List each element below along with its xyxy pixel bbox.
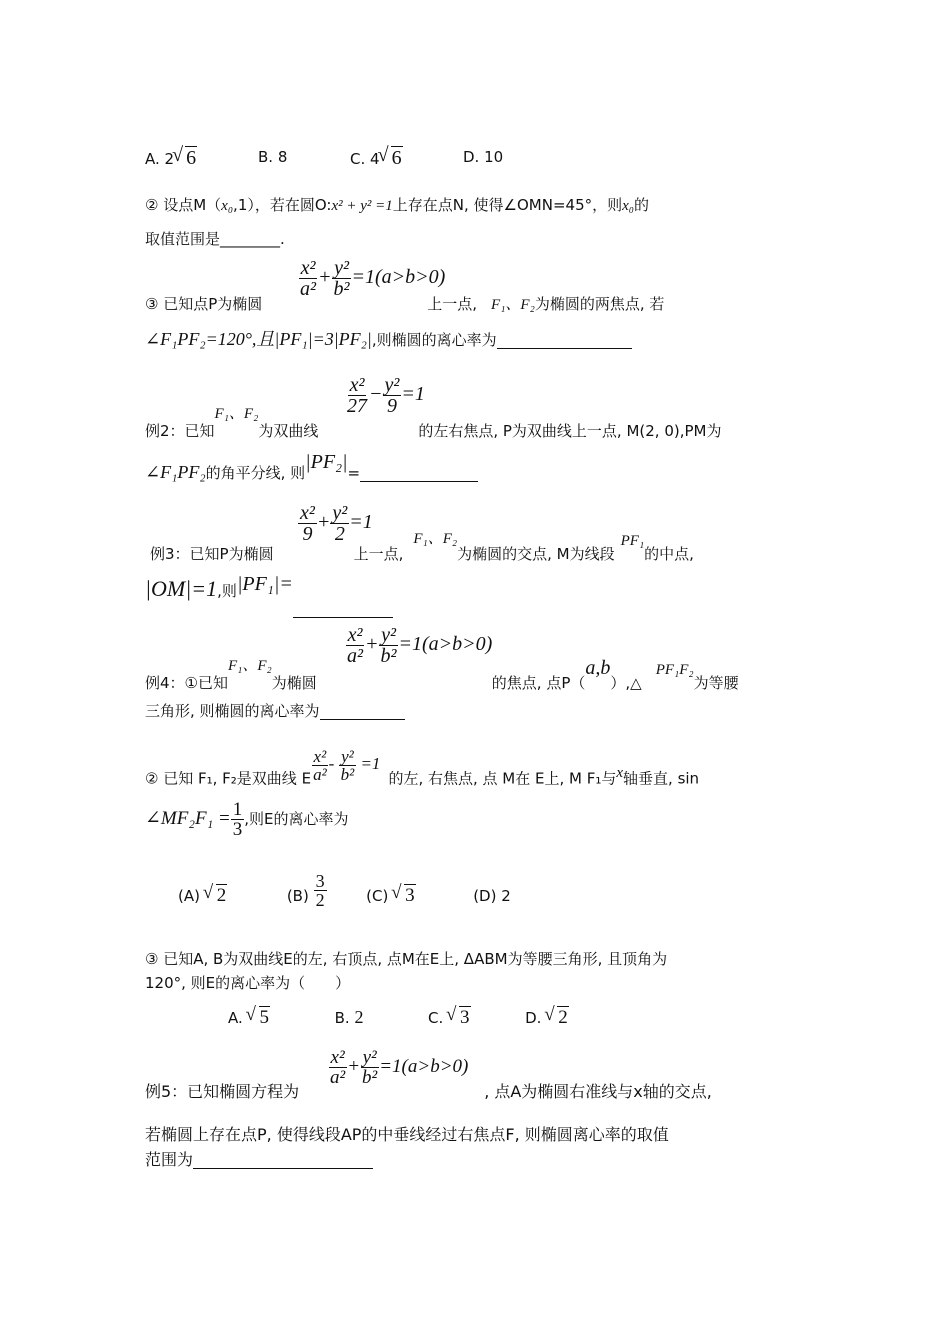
option-a: A. 2√ 6 bbox=[145, 148, 197, 168]
example-5-line2: 若椭圆上存在点P, 使得线段AP的中垂线经过右焦点F, 则椭圆离心率的取值 bbox=[145, 1125, 669, 1144]
example-3: 例3：已知P为椭圆 上一点,F₁、F₂为椭圆的交点, M为线段PF₁的中点, bbox=[150, 531, 694, 563]
problem-3: ③ 已知点P为椭圆 上一点, F₁、F₂为椭圆的两焦点, 若 bbox=[145, 295, 665, 313]
example-5: 例5：已知椭圆方程为 , 点A为椭圆右准线与x轴的交点, bbox=[145, 1082, 712, 1101]
example-4-line2: 三角形, 则椭圆的离心率为 bbox=[145, 704, 405, 720]
example-4c: ③ 已知A, B为双曲线E的左, 右顶点, 点M在E上, ΔABM为等腰三角形, 且顶角为 bbox=[145, 950, 668, 968]
ellipse-eq-ex5: $\frac{\text{x²}}{\text{a²}}$ + $\frac{\text{y²}}{\text{b²}}$ =1(a>b>0) bbox=[330, 1047, 469, 1088]
option-b: B. 8 bbox=[258, 148, 288, 166]
problem-3-line2: ∠F₁PF₂=120°,且|PF₁|=3|PF₂|,则椭圆的离心率为 bbox=[145, 330, 632, 349]
example-4b-line2: ∠MF₂F₁ = $\frac{1}{3}$ ,则E的离心率为 bbox=[145, 799, 349, 840]
example-3-line2: |OM|=1,则|PF₁|= bbox=[145, 578, 393, 600]
example-5-line3: 范围为 bbox=[145, 1152, 373, 1169]
example-4b: ② 已知 F₁, F₂是双曲线 E $\frac{\text{x²}}{\text{a²}}$ - $\frac{\text{y²}}{\text{b²}}$ =1的左, 右焦点, 点 M在 E上, M F₁与x轴垂直, sin bbox=[145, 747, 700, 788]
problem-2: ② 设点M（x₀,1），若在圆O:x² + y² =1上存在点N, 使得∠OMN=45°，则x₀的 bbox=[145, 196, 650, 214]
example-4c-line2: 120°, 则E的离心率为（ ） bbox=[145, 974, 351, 992]
example-4b-options: (A) √ 2 (B) $\frac{3}{2}$ (C) √ 3 (D) 2 bbox=[178, 878, 511, 915]
example-4: 例4：①已知F₁、F₂为椭圆 的焦点, 点P（a,b）,△PF₁F₂为等腰 bbox=[145, 657, 739, 692]
hyperbola-eq-ex2: $\frac{\text{x²}}{27}$ − $\frac{\text{y²}}{9}$ =1 bbox=[347, 374, 425, 417]
ellipse-eq-ex4: $\frac{\text{x²}}{\text{a²}}$ + $\frac{\text{y²}}{\text{b²}}$ =1(a>b>0) bbox=[347, 624, 493, 667]
sqrt-6: 6 bbox=[186, 147, 197, 169]
example-4c-options: A. √ 5 B. 2 C. √ 3 D. √ 2 bbox=[228, 1008, 569, 1027]
example-2-line2: ∠F₁PF₂的角平分线, 则|PF₂|= bbox=[145, 462, 478, 482]
ellipse-eq-1: $\frac{\text{x²}}{\text{a²}}$ + $\frac{\text{y²}}{\text{b²}}$ =1(a>b>0) bbox=[300, 257, 446, 300]
problem-2-line2: 取值范围是________. bbox=[145, 230, 285, 248]
option-d: D. 10 bbox=[463, 148, 504, 166]
example-2: 例2：已知F₁、F₂为双曲线 的左右焦点, P为双曲线上一点, M(2, 0),PM为 bbox=[145, 406, 722, 440]
ellipse-eq-ex3: $\frac{\text{x²}}{9}$ + $\frac{\text{y²}}{2}$ =1 bbox=[300, 502, 373, 545]
option-c: C. 4√ 6 bbox=[350, 148, 403, 168]
